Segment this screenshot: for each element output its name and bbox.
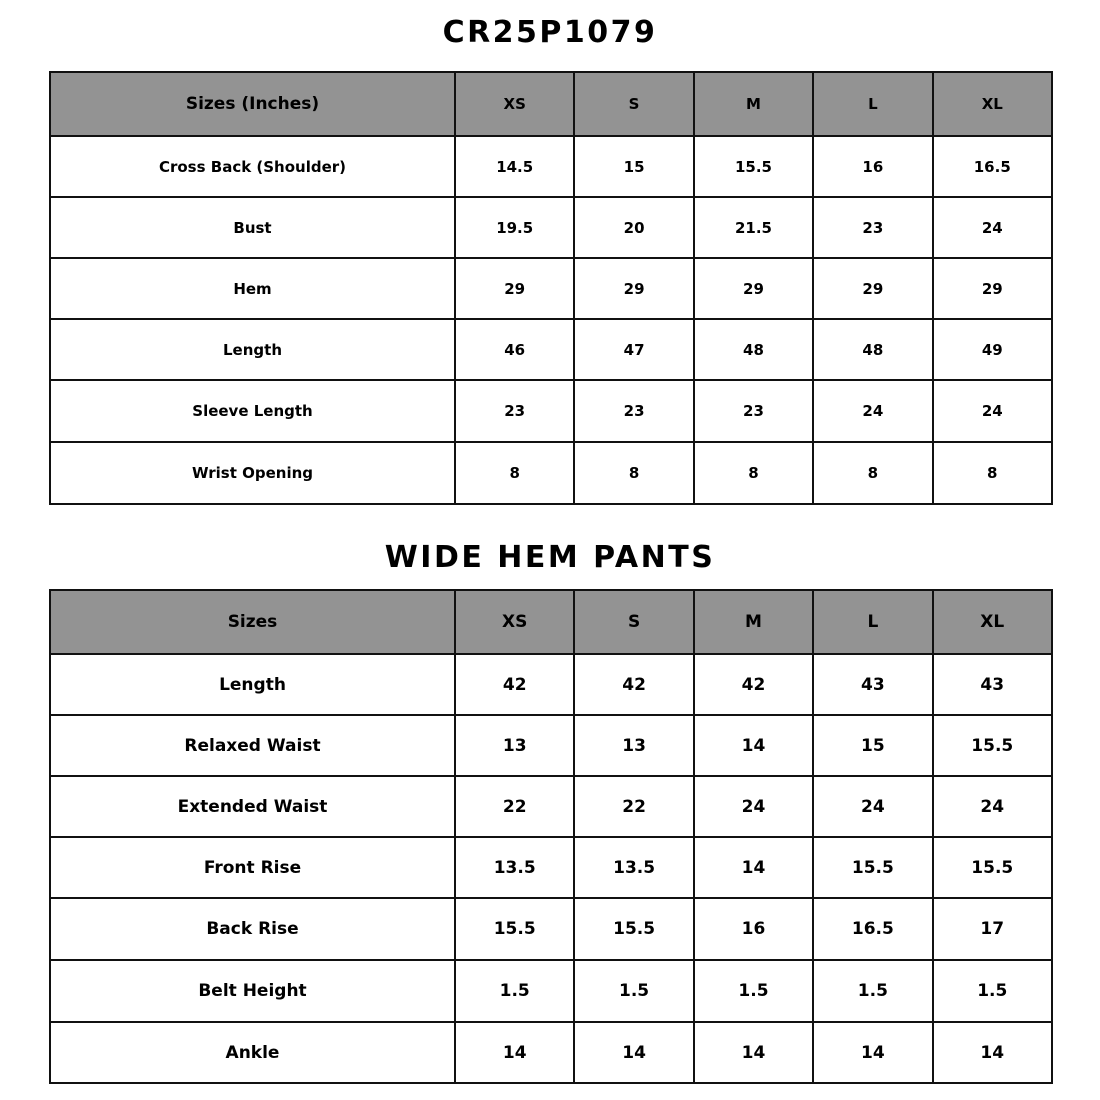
measurement-cell: 15.5: [933, 837, 1052, 898]
measurement-cell: 19.5: [455, 197, 574, 258]
measurement-cell: 42: [455, 654, 574, 715]
table-row: [50, 442, 1052, 504]
measurement-cell: 14: [694, 837, 813, 898]
measurement-cell: 23: [574, 380, 693, 442]
header-cell-size: L: [813, 590, 932, 654]
measurement-cell: 13.5: [574, 837, 693, 898]
header-cell-label: Sizes (Inches): [50, 72, 455, 136]
measurement-cell: 15: [813, 715, 932, 776]
header-cell-size: M: [694, 590, 813, 654]
header-cell-size: L: [813, 72, 932, 136]
measurement-cell: 8: [574, 442, 693, 504]
table-row: [50, 776, 1052, 837]
row-label: Extended Waist: [50, 776, 455, 837]
row-label: Bust: [50, 197, 455, 258]
measurement-cell: 16.5: [933, 136, 1052, 197]
measurement-cell: 8: [455, 442, 574, 504]
table-row: [50, 898, 1052, 960]
measurement-cell: 24: [933, 776, 1052, 837]
table-row: [50, 197, 1052, 258]
measurement-cell: 23: [455, 380, 574, 442]
table-row: [50, 136, 1052, 197]
row-label: Length: [50, 654, 455, 715]
measurement-cell: 48: [694, 319, 813, 380]
table-row: [50, 837, 1052, 898]
measurement-cell: 14: [813, 1022, 932, 1083]
measurement-cell: 1.5: [813, 960, 932, 1022]
measurement-cell: 23: [694, 380, 813, 442]
measurement-cell: 15.5: [455, 898, 574, 960]
table-row: [50, 1022, 1052, 1083]
header-cell-size: S: [574, 590, 693, 654]
header-cell-size: XS: [455, 72, 574, 136]
measurement-cell: 22: [574, 776, 693, 837]
row-label: Front Rise: [50, 837, 455, 898]
measurement-cell: 15.5: [694, 136, 813, 197]
measurement-cell: 14: [574, 1022, 693, 1083]
measurement-cell: 29: [455, 258, 574, 319]
measurement-cell: 14: [694, 715, 813, 776]
row-label: Sleeve Length: [50, 380, 455, 442]
measurement-cell: 24: [933, 197, 1052, 258]
measurement-cell: 43: [813, 654, 932, 715]
measurement-cell: 24: [813, 776, 932, 837]
measurement-cell: 14: [933, 1022, 1052, 1083]
measurement-cell: 29: [813, 258, 932, 319]
measurement-cell: 1.5: [933, 960, 1052, 1022]
measurement-cell: 1.5: [455, 960, 574, 1022]
row-label: Ankle: [50, 1022, 455, 1083]
measurement-cell: 14: [694, 1022, 813, 1083]
top-table-title: CR25P1079: [442, 15, 658, 50]
table-header-row: [50, 590, 1052, 654]
measurement-cell: 29: [933, 258, 1052, 319]
table-row: [50, 319, 1052, 380]
measurement-cell: 29: [694, 258, 813, 319]
measurement-cell: 15.5: [933, 715, 1052, 776]
header-cell-label: Sizes: [50, 590, 455, 654]
table-row: [50, 654, 1052, 715]
row-label: Hem: [50, 258, 455, 319]
bottom-table-title: WIDE HEM PANTS: [384, 540, 716, 575]
measurement-cell: 8: [933, 442, 1052, 504]
table-row: [50, 258, 1052, 319]
measurement-cell: 24: [813, 380, 932, 442]
measurement-cell: 1.5: [694, 960, 813, 1022]
measurement-cell: 47: [574, 319, 693, 380]
measurement-cell: 43: [933, 654, 1052, 715]
measurement-cell: 1.5: [574, 960, 693, 1022]
table-header-row: [50, 72, 1052, 136]
row-label: Belt Height: [50, 960, 455, 1022]
measurement-cell: 14: [455, 1022, 574, 1083]
measurement-cell: 14.5: [455, 136, 574, 197]
measurement-cell: 42: [694, 654, 813, 715]
measurement-cell: 17: [933, 898, 1052, 960]
measurement-cell: 42: [574, 654, 693, 715]
bottom-size-table: [49, 589, 1053, 1084]
measurement-cell: 13: [574, 715, 693, 776]
measurement-cell: 16: [694, 898, 813, 960]
measurement-cell: 22: [455, 776, 574, 837]
header-cell-size: XS: [455, 590, 574, 654]
table-row: [50, 380, 1052, 442]
measurement-cell: 16.5: [813, 898, 932, 960]
measurement-cell: 15.5: [813, 837, 932, 898]
row-label: Wrist Opening: [50, 442, 455, 504]
measurement-cell: 48: [813, 319, 932, 380]
measurement-cell: 13: [455, 715, 574, 776]
measurement-cell: 21.5: [694, 197, 813, 258]
row-label: Back Rise: [50, 898, 455, 960]
header-cell-size: M: [694, 72, 813, 136]
measurement-cell: 29: [574, 258, 693, 319]
row-label: Cross Back (Shoulder): [50, 136, 455, 197]
measurement-cell: 24: [933, 380, 1052, 442]
header-cell-size: S: [574, 72, 693, 136]
table-row: [50, 715, 1052, 776]
header-cell-size: XL: [933, 72, 1052, 136]
measurement-cell: 24: [694, 776, 813, 837]
measurement-cell: 15: [574, 136, 693, 197]
measurement-cell: 13.5: [455, 837, 574, 898]
measurement-cell: 49: [933, 319, 1052, 380]
measurement-cell: 15.5: [574, 898, 693, 960]
measurement-cell: 46: [455, 319, 574, 380]
row-label: Relaxed Waist: [50, 715, 455, 776]
measurement-cell: 8: [813, 442, 932, 504]
top-size-table: [49, 71, 1053, 505]
measurement-cell: 20: [574, 197, 693, 258]
table-row: [50, 960, 1052, 1022]
measurement-cell: 16: [813, 136, 932, 197]
row-label: Length: [50, 319, 455, 380]
measurement-cell: 8: [694, 442, 813, 504]
measurement-cell: 23: [813, 197, 932, 258]
header-cell-size: XL: [933, 590, 1052, 654]
